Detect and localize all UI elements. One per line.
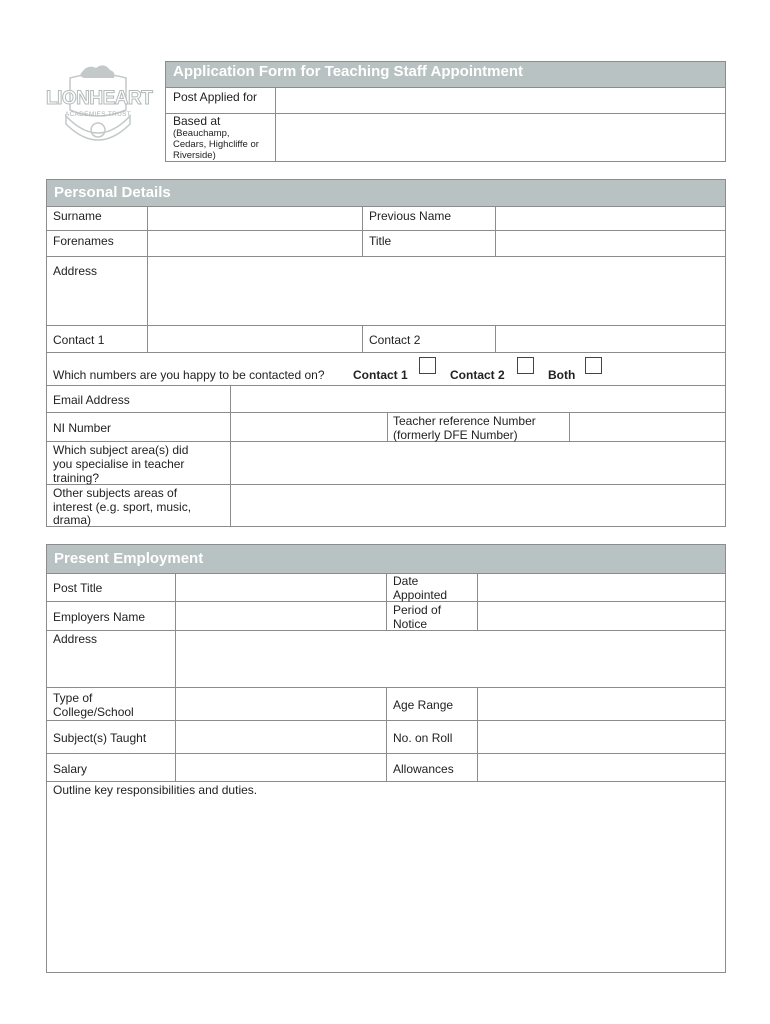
- age-range-field[interactable]: [479, 689, 724, 719]
- subject-specialise-label-1: Which subject area(s) did: [53, 443, 189, 457]
- based-at-label: Based at: [173, 114, 221, 128]
- subject-specialise-field[interactable]: [232, 443, 724, 483]
- period-notice-label-2: Notice: [393, 617, 428, 631]
- logo-wordmark: LIONHEART: [46, 88, 153, 109]
- logo-subtitle: ACADEMIES TRUST: [64, 111, 132, 118]
- employers-name-field[interactable]: [177, 603, 385, 629]
- address-label: Address: [53, 264, 98, 278]
- teacher-ref-label-2: (formerly DFE Number): [393, 428, 518, 442]
- date-appointed-field[interactable]: [479, 575, 724, 600]
- contact2-label: Contact 2: [369, 333, 421, 347]
- subject-specialise-label-3: training?: [53, 471, 100, 485]
- title-field[interactable]: [497, 232, 724, 255]
- present-employment-heading: Present Employment: [46, 544, 726, 574]
- contact1-checkbox[interactable]: [419, 357, 436, 374]
- previous-name-field[interactable]: [497, 208, 724, 229]
- subjects-taught-label: Subject(s) Taught: [53, 731, 147, 745]
- allowances-field[interactable]: [479, 755, 724, 780]
- period-notice-field[interactable]: [479, 603, 724, 629]
- no-on-roll-field[interactable]: [479, 722, 724, 752]
- contact2-field[interactable]: [497, 327, 724, 351]
- responsibilities-label: Outline key responsibilities and duties.: [53, 783, 258, 797]
- contact2-checkbox[interactable]: [517, 357, 534, 374]
- application-form-title: Application Form for Teaching Staff Appointment: [165, 61, 726, 88]
- date-appointed-label-2: Appointed: [393, 588, 448, 602]
- based-at-note-2: Cedars, Highcliffe or: [173, 139, 259, 150]
- title-label: Title: [369, 234, 392, 248]
- employment-address-label: Address: [53, 632, 98, 646]
- post-title-label: Post Title: [53, 581, 103, 595]
- contact-question: Which numbers are you happy to be contacted on?: [53, 368, 325, 382]
- other-subjects-label-3: drama): [53, 513, 92, 527]
- employers-name-label: Employers Name: [53, 610, 146, 624]
- employment-address-field[interactable]: [177, 632, 724, 686]
- teacher-ref-label-1: Teacher reference Number: [393, 414, 536, 428]
- subjects-taught-field[interactable]: [177, 722, 385, 752]
- teacher-ref-field[interactable]: [571, 414, 724, 440]
- date-appointed-label-1: Date: [393, 574, 419, 588]
- post-applied-for-field[interactable]: [277, 89, 724, 112]
- address-field[interactable]: [149, 258, 724, 324]
- surname-label: Surname: [53, 209, 102, 223]
- post-applied-for-label: Post Applied for: [173, 90, 258, 104]
- forenames-label: Forenames: [53, 234, 114, 248]
- salary-field[interactable]: [177, 755, 385, 780]
- other-subjects-field[interactable]: [232, 486, 724, 525]
- email-field[interactable]: [232, 387, 724, 411]
- option-contact1-label: Contact 1: [353, 368, 408, 382]
- other-subjects-label-2: interest (e.g. sport, music,: [53, 500, 192, 514]
- no-on-roll-label: No. on Roll: [393, 731, 453, 745]
- option-contact2-label: Contact 2: [450, 368, 505, 382]
- both-checkbox[interactable]: [585, 357, 602, 374]
- type-school-label-1: Type of: [53, 691, 93, 705]
- responsibilities-field[interactable]: [48, 798, 724, 971]
- based-at-field[interactable]: [277, 115, 724, 160]
- ni-number-field[interactable]: [232, 414, 386, 440]
- contact1-label: Contact 1: [53, 333, 105, 347]
- other-subjects-label-1: Other subjects areas of: [53, 486, 178, 500]
- option-both-label: Both: [548, 368, 576, 382]
- post-title-field[interactable]: [177, 575, 385, 600]
- based-at-note-3: Riverside): [173, 150, 216, 161]
- type-school-field[interactable]: [177, 689, 385, 719]
- forenames-field[interactable]: [149, 232, 361, 255]
- personal-details-heading: Personal Details: [46, 179, 726, 207]
- subject-specialise-label-2: you specialise in teacher: [53, 457, 185, 471]
- contact1-field[interactable]: [149, 327, 361, 351]
- type-school-label-2: College/School: [53, 705, 134, 719]
- based-at-note-1: (Beauchamp,: [173, 128, 230, 139]
- allowances-label: Allowances: [393, 762, 454, 776]
- previous-name-label: Previous Name: [369, 209, 452, 223]
- email-label: Email Address: [53, 393, 130, 407]
- ni-number-label: NI Number: [53, 421, 112, 435]
- period-notice-label-1: Period of: [393, 603, 442, 617]
- salary-label: Salary: [53, 762, 88, 776]
- surname-field[interactable]: [149, 208, 361, 229]
- age-range-label: Age Range: [393, 698, 454, 712]
